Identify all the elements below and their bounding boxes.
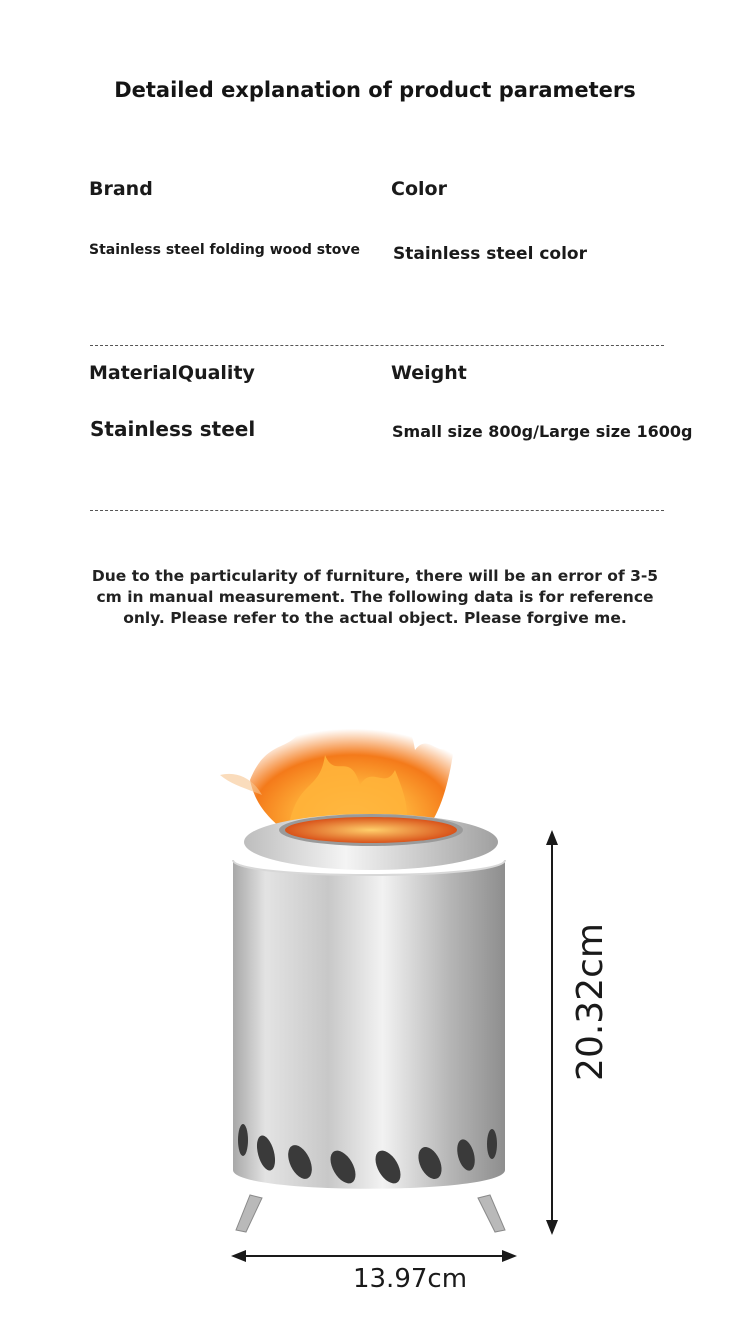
material-label: MaterialQuality: [89, 362, 255, 384]
height-dimension: [546, 830, 558, 1235]
width-label: 13.97cm: [352, 1264, 468, 1294]
brand-label: Brand: [89, 178, 153, 200]
note-line-3: only. Please refer to the actual object. Please forgive me.: [123, 609, 627, 627]
material-value: Stainless steel: [90, 417, 256, 441]
height-label: 20.32cm: [570, 923, 611, 1081]
color-label: Color: [391, 178, 447, 200]
weight-value: Small size 800g/Large size 1600g: [392, 422, 693, 441]
page-title: Detailed explanation of product parameters: [114, 78, 636, 102]
brand-value: Stainless steel folding wood stove: [89, 242, 361, 258]
note-line-1: Due to the particularity of furniture, there will be an error of 3-5: [91, 567, 659, 585]
measurement-note: [60, 566, 690, 629]
divider-1: [90, 345, 664, 346]
stove-legs: [236, 1195, 505, 1232]
weight-label: Weight: [391, 362, 467, 384]
width-dimension: [231, 1250, 517, 1262]
note-line-2: cm in manual measurement. The following data is for reference: [96, 588, 654, 606]
divider-2: [90, 510, 664, 511]
stove-body: [233, 860, 505, 1189]
product-image: [0, 670, 750, 1324]
color-value: Stainless steel color: [393, 244, 587, 264]
